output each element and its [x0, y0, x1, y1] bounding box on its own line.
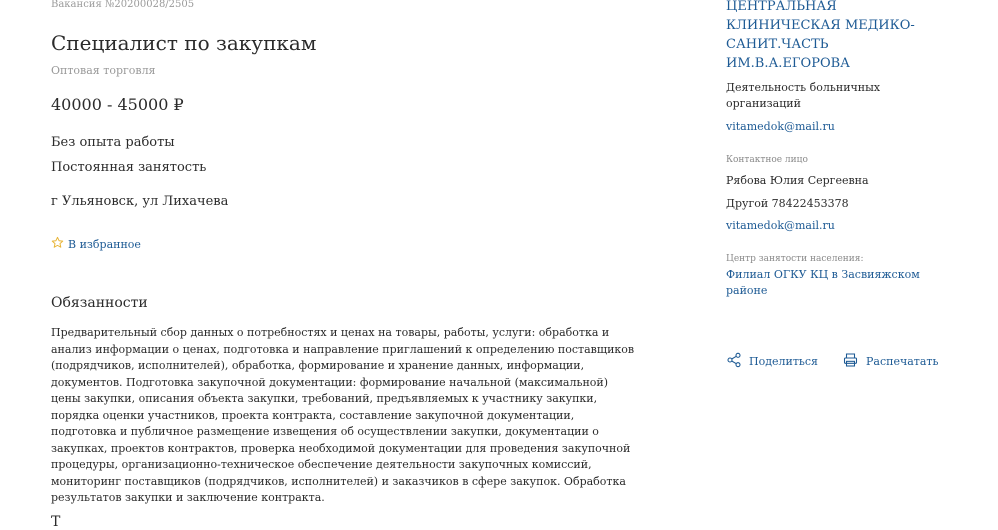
contact-person-name: Рябова Юлия Сергеевна — [726, 174, 869, 187]
contact-email-link[interactable]: vitamedok@mail.ru — [726, 219, 835, 232]
contact-person-label: Контактное лицо — [726, 155, 808, 165]
vacancy-employment-type: Постоянная занятость — [51, 160, 207, 175]
star-outline-icon — [51, 236, 68, 252]
vacancy-experience: Без опыта работы — [51, 135, 175, 150]
contact-phone: Другой 78422453378 — [726, 197, 849, 210]
employer-email-link[interactable]: vitamedok@mail.ru — [726, 120, 835, 133]
employment-center-label: Центр занятости населения: — [726, 254, 864, 264]
duties-heading: Обязанности — [51, 295, 148, 311]
share-button[interactable] — [726, 352, 818, 371]
add-to-favorites-link[interactable] — [51, 236, 141, 252]
employer-activity: Деятельность больничных организаций — [726, 81, 881, 110]
next-section-heading: Т — [51, 514, 61, 530]
vacancy-industry: Оптовая торговля — [51, 64, 156, 77]
employer-name-link[interactable]: ЦЕНТРАЛЬНАЯ КЛИНИЧЕСКАЯ МЕДИКО-САНИТ.ЧАСТЬ ИМ.В.А.ЕГОРОВА — [726, 0, 915, 71]
employment-center-link[interactable]: Филиал ОГКУ КЦ в Засвияжском районе — [726, 268, 920, 297]
vacancy-number: Вакансия №20200028/2505 — [51, 0, 195, 10]
vacancy-title: Специалист по закупкам — [51, 31, 317, 55]
vacancy-salary: 40000 - 45000 ₽ — [51, 95, 184, 114]
print-button[interactable] — [842, 352, 939, 371]
printer-icon — [842, 352, 866, 371]
share-label: Поделиться — [749, 355, 818, 368]
duties-text: Предварительный сбор данных о потребностях и ценах на товары, работы, услуги: обработка и анализ информации о ценах, подготовка и направление приглашений к определению поставщиков (подрядчиков, исполнителей), обработка, формирование и хранение данных, информации, документов. Подготовка закупочной документации: формирование начальной (максимальной) цены закупки, описания объекта закупки, требований, предъявляемых к участнику закупки, порядка оценки участников, проекта контракта, составление закупочной документации, подготовка и публичное размещение извещения об осуществлении закупки, документации о закупках, проектов контрактов, проверка необходимой документации для проведения закупочной процедуры, организационно-техническое обеспечение деятельности закупочных комиссий, мониторинг поставщиков (подрядчиков, исполнителей) и заказчиков в сфере закупок. Обработка результатов закупки и заключение контракта. — [51, 326, 635, 504]
vacancy-address: г Ульяновск, ул Лихачева — [51, 194, 229, 209]
favorites-label: В избранное — [68, 237, 141, 251]
share-icon — [726, 352, 749, 371]
print-label: Распечатать — [866, 355, 939, 368]
